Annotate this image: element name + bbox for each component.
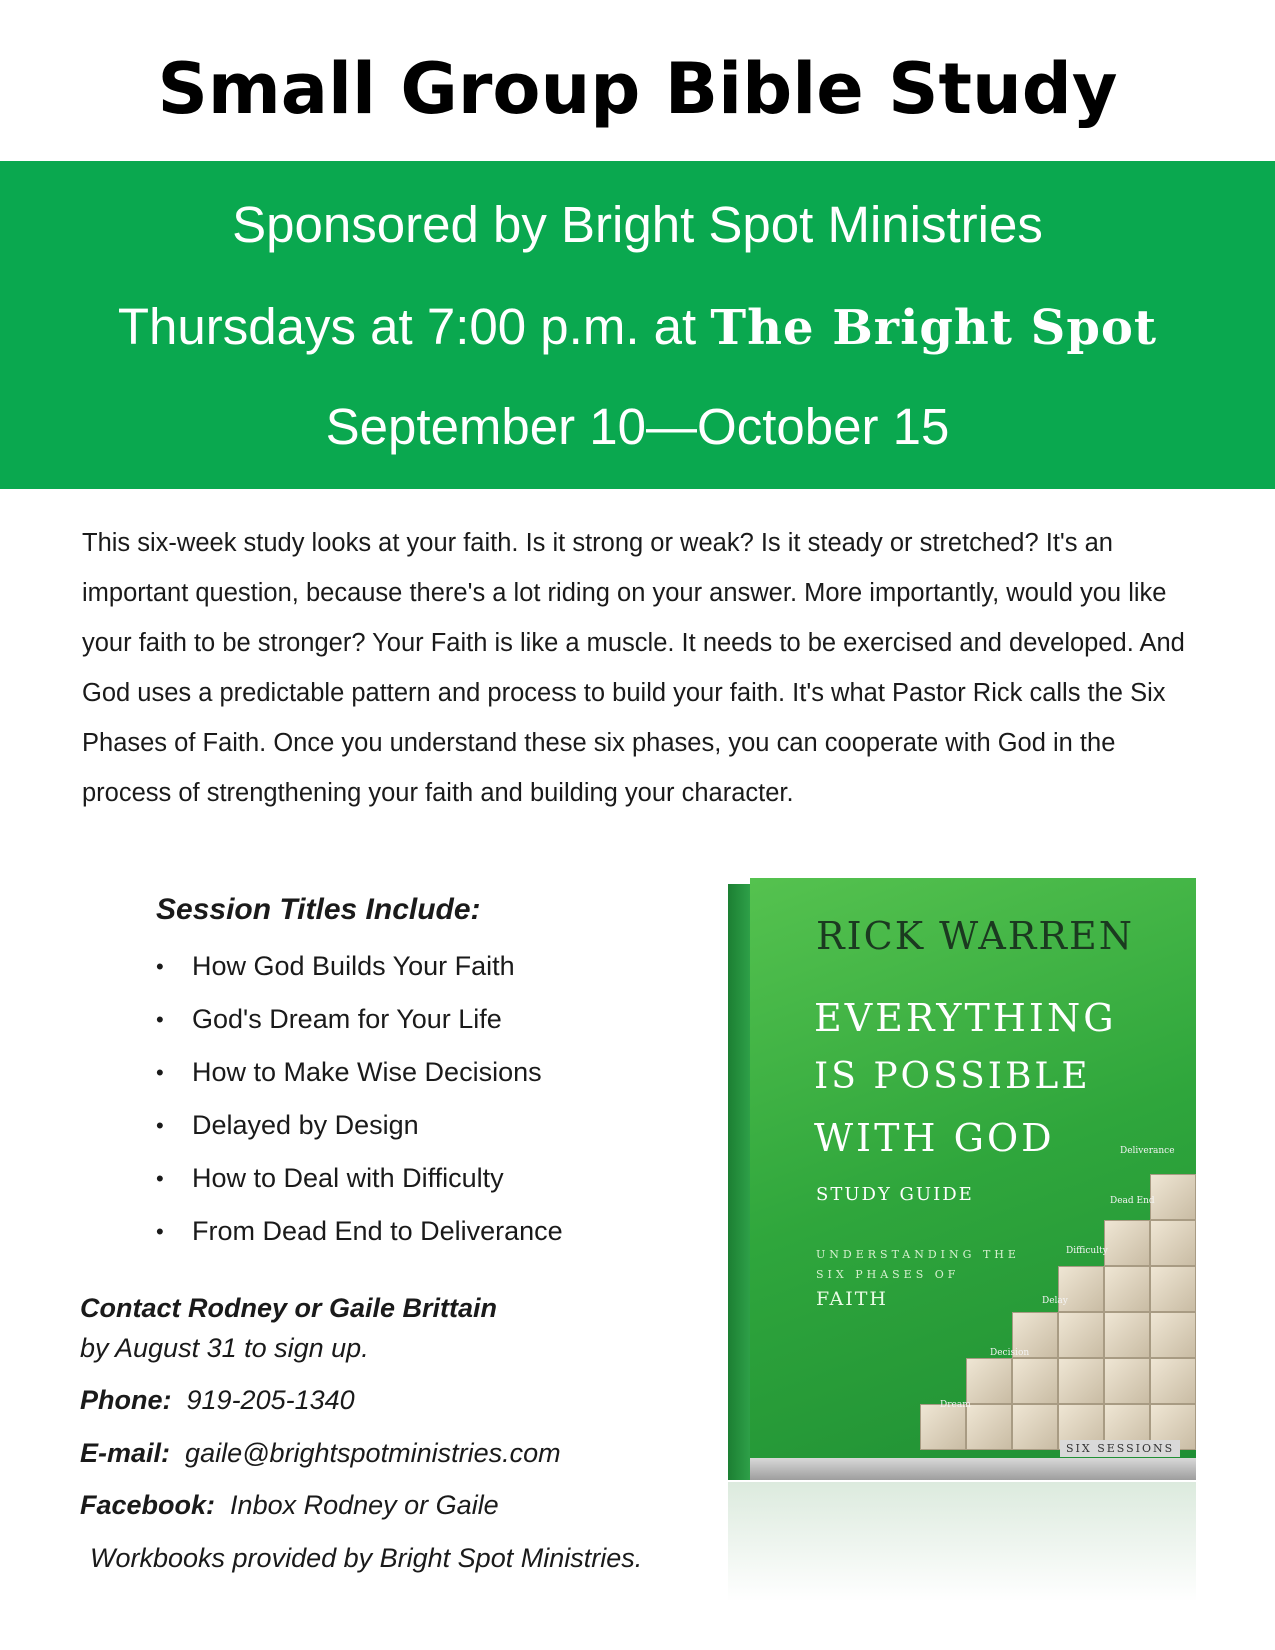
sessions-heading: Session Titles Include:	[156, 893, 481, 926]
book-author: RICK WARREN	[816, 914, 1134, 958]
list-item	[156, 1099, 563, 1152]
book-title-line: IS POSSIBLE	[814, 1056, 1091, 1097]
session-title: How to Deal with Difficulty	[192, 1163, 504, 1193]
wood-block	[1150, 1358, 1196, 1404]
wood-block	[1104, 1220, 1150, 1266]
facebook-label: Facebook:	[80, 1490, 216, 1520]
study-description: This six-week study looks at your faith. Is it strong or weak? Is it steady or stretched? It's an important question, because there's a lot riding on your answer. More importantly, would you like your faith to be stronger? Your Faith is like a muscle. It needs to be exercised and developed. And God uses a predictable pattern and process to build your faith. It's what Pastor Rick calls the Six Phases of Faith. Once you understand these six phases, you can cooperate with God in the process of strengthening your faith and building your character.	[82, 529, 1185, 807]
sponsor-line: Sponsored by Bright Spot Ministries	[232, 196, 1043, 253]
time-text: Thursdays at 7:00 p.m. at	[117, 298, 711, 355]
step-label: Dead End	[1110, 1196, 1155, 1206]
step-label: Difficulty	[1066, 1246, 1108, 1256]
wood-block	[1150, 1266, 1196, 1312]
bullet-icon: •	[156, 1219, 164, 1244]
list-item	[156, 993, 563, 1046]
facebook-text: Inbox Rodney or Gaile	[230, 1490, 499, 1520]
wood-block	[1150, 1174, 1196, 1220]
time-line	[0, 297, 1275, 356]
contact-heading	[80, 1293, 497, 1324]
wood-block	[966, 1404, 1012, 1450]
session-list	[156, 940, 563, 1258]
signup-deadline: by August 31 to sign up.	[80, 1333, 369, 1363]
step-label: Decision	[990, 1348, 1030, 1358]
wood-block	[1104, 1312, 1150, 1358]
wood-block	[1104, 1266, 1150, 1312]
book-pages	[750, 1458, 1196, 1480]
bullet-icon: •	[156, 1007, 164, 1032]
session-title: How to Make Wise Decisions	[192, 1057, 542, 1087]
wood-block	[1058, 1358, 1104, 1404]
list-item	[156, 1152, 563, 1205]
session-title: From Dead End to Deliverance	[192, 1216, 563, 1246]
page-title: Small Group Bible Study	[157, 48, 1118, 130]
wood-block	[920, 1404, 966, 1450]
book-study-guide: STUDY GUIDE	[816, 1184, 974, 1205]
bullet-icon: •	[156, 954, 164, 979]
bullet-icon: •	[156, 1166, 164, 1191]
book-reflection	[728, 1482, 1196, 1602]
contact-names: Contact Rodney or Gaile Brittain	[80, 1293, 498, 1323]
wood-block	[1104, 1358, 1150, 1404]
wood-block	[1012, 1404, 1058, 1450]
book-subtitle-line: UNDERSTANDING THE	[816, 1248, 1020, 1261]
session-title: God's Dream for Your Life	[192, 1004, 502, 1034]
wood-block	[1058, 1312, 1104, 1358]
book-subtitle-line: FAITH	[816, 1288, 889, 1310]
book-title-line: EVERYTHING	[814, 996, 1117, 1040]
session-title: Delayed by Design	[192, 1110, 419, 1140]
workbook-note: Workbooks provided by Bright Spot Ministries.	[90, 1543, 643, 1573]
book-cover-image	[720, 870, 1200, 1630]
date-range: September 10—October 15	[325, 398, 950, 455]
list-item	[156, 1046, 563, 1099]
wood-block	[966, 1358, 1012, 1404]
wood-block	[1150, 1312, 1196, 1358]
bullet-icon: •	[156, 1113, 164, 1138]
list-item	[156, 940, 563, 993]
step-label: Dream	[940, 1400, 971, 1410]
book-title-line: WITH GOD	[814, 1116, 1055, 1160]
wood-block	[1150, 1220, 1196, 1266]
step-label: Delay	[1042, 1296, 1068, 1306]
email-line	[80, 1438, 561, 1469]
phone-line	[80, 1385, 355, 1416]
venue-name: The Bright Spot	[710, 300, 1158, 356]
list-item	[156, 1205, 563, 1258]
facebook-line	[80, 1490, 499, 1521]
header-band	[0, 161, 1275, 489]
step-label: Deliverance	[1120, 1146, 1175, 1156]
email-address: gaile@brightspotministries.com	[185, 1438, 561, 1468]
wood-block	[1012, 1358, 1058, 1404]
bullet-icon: •	[156, 1060, 164, 1085]
session-title: How God Builds Your Faith	[192, 951, 515, 981]
email-label: E-mail:	[80, 1438, 171, 1468]
phone-label: Phone:	[80, 1385, 172, 1415]
phone-number: 919-205-1340	[186, 1385, 355, 1415]
book-spine	[728, 884, 750, 1480]
book-sessions-tag: SIX SESSIONS	[1060, 1440, 1180, 1457]
book-subtitle-line: SIX PHASES OF	[816, 1268, 960, 1281]
book-cover	[750, 878, 1196, 1458]
